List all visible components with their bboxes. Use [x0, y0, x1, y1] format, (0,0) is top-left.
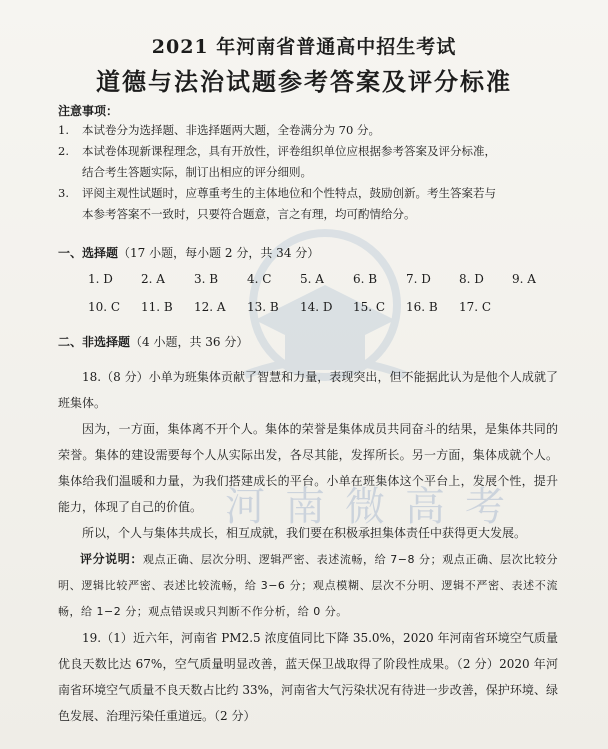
section-heading-choice: [58, 244, 319, 261]
scoring-text: 观点正确、层次分明、逻辑严密、表述流畅，给 7−8 分；观点正确、层次比较分明、逻辑比较严密、表述比较流畅，给 3−6 分；观点模糊、层次不分明、逻辑不严密、表述不流畅，给 1−2 分；观点错误或只判断不作分析，给 0 分。: [58, 553, 558, 618]
section-note: （4 小题，共 36 分）: [130, 335, 249, 349]
answer-item: 16. B: [406, 300, 438, 314]
notice-item-text: 本试卷分为选择题、非选择题两大题，全卷满分为 70 分。: [82, 123, 380, 137]
answer-item: 4. C: [247, 272, 272, 286]
q18-prompt: 18.（8 分）小单为班集体贡献了智慧和力量，表现突出，但不能据此认为是他个人成就了班集体。: [58, 370, 558, 410]
answer-item: 11. B: [141, 300, 173, 314]
answer-item: 12. A: [194, 300, 226, 314]
section-title: 一、选择题: [58, 246, 119, 260]
notice-item-3: [58, 183, 558, 225]
scoring-label: 评分说明：: [80, 552, 143, 566]
question-18: [58, 364, 558, 729]
section-note: （17 小题，每小题 2 分，共 34 分）: [118, 246, 320, 260]
q18-scoring-note: [58, 546, 558, 625]
section-heading-nonchoice: [58, 333, 248, 350]
section-title: 二、非选择题: [58, 335, 131, 349]
notice-item-1: [58, 120, 558, 141]
answer-item: 13. B: [247, 300, 279, 314]
answer-item: 14. D: [300, 300, 333, 314]
q19-answer: 19.（1）近六年，河南省 PM2.5 浓度值同比下降 35.0%，2020 年河南省环境空气质量优良天数比达 67%，空气质量明显改善，蓝天保卫战取得了阶段性成果。（2 分）2020 年河南省环境空气质量不良天数占比约 33%，河南省大气污染状况有待进一步改善，保护环境、绿色发展、治理污染任重道远。（2 分）: [58, 631, 558, 723]
notice-item-text-cont: 本参考答案不一致时，只要符合题意，言之有理，均可酌情给分。: [82, 207, 416, 221]
answer-item: 1. D: [88, 272, 113, 286]
answer-item: 8. D: [459, 272, 484, 286]
notice-heading: 注意事项：: [58, 104, 119, 118]
answer-item: 15. C: [353, 300, 386, 314]
notice-item-number: 1.: [58, 123, 69, 137]
notice-item-text: 本试卷体现新课程理念，具有开放性，评卷组织单位应根据参考答案及评分标准，: [82, 144, 496, 158]
answer-item: 9. A: [512, 272, 536, 286]
exam-title: 2021 年河南省普通高中招生考试: [151, 36, 457, 58]
notice-item-text-cont: 结合考生答题实际，制订出相应的评分细则。: [82, 165, 312, 179]
answer-item: 17. C: [459, 300, 492, 314]
notice-item-2: [58, 141, 558, 183]
answer-item: 5. A: [300, 272, 324, 286]
notice-item-text: 评阅主观性试题时，应尊重考生的主体地位和个性特点，鼓励创新。考生答案若与: [82, 186, 496, 200]
answer-item: 3. B: [194, 272, 219, 286]
answer-item: 6. B: [353, 272, 378, 286]
answer-item: 10. C: [88, 300, 121, 314]
notice-item-number: 2.: [58, 144, 69, 158]
answer-item: 2. A: [141, 272, 165, 286]
answer-item: 7. D: [406, 272, 431, 286]
notice-item-number: 3.: [58, 186, 69, 200]
q18-answer-2: 所以，个人与集体共成长，相互成就，我们要在积极承担集体责任中获得更大发展。: [82, 526, 527, 540]
watermark-text: 河南微高考: [225, 484, 525, 530]
q18-answer-1: 因为，一方面，集体离不开个人。集体的荣誉是集体成员共同奋斗的结果，是集体共同的荣誉。集体的建设需要每个人从实际出发，各尽其能，发挥所长。另一方面，集体成就个人。集体给我们温暖和力量，为我们搭建成长的平台。小单在班集体这个平台上，发展个性，提升能力，体现了自己的价值。: [58, 422, 558, 514]
document-title: 道德与法治试题参考答案及评分标准: [96, 67, 512, 96]
